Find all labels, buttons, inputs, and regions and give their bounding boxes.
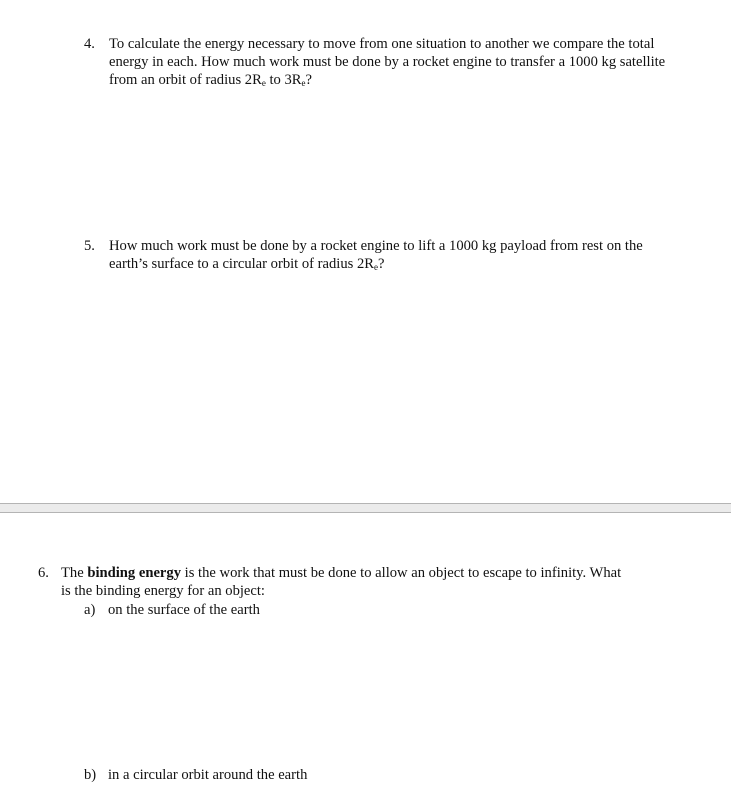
section-divider xyxy=(0,503,731,513)
term-binding-energy: binding energy xyxy=(87,565,182,581)
part-text: in a circular orbit around the earth xyxy=(108,767,308,783)
part-text: on the surface of the earth xyxy=(108,602,260,618)
question-number: 6. xyxy=(38,565,49,581)
question-line: How much work must be done by a rocket engine to lift a 1000 kg payload from rest on the xyxy=(109,238,643,254)
question-line: energy in each. How much work must be done by a rocket engine to transfer a 1000 kg satellite xyxy=(109,54,666,70)
part-label: b) xyxy=(84,767,97,783)
question-6 xyxy=(38,564,698,602)
question-text xyxy=(61,564,621,600)
question-number: 5. xyxy=(84,238,95,254)
part-label: a) xyxy=(84,602,96,618)
question-line: To calculate the energy necessary to move from one situation to another we compare the total xyxy=(109,36,655,52)
question-text xyxy=(109,237,643,273)
question-line: earth’s surface to a circular orbit of radius $2R_e$? xyxy=(109,256,385,272)
question-text xyxy=(109,35,665,89)
question-line: The binding energy is the work that must be done to allow an object to escape to infinity. What xyxy=(61,565,622,581)
question-line: from an orbit of radius $2R_e$ to $3R_e$? xyxy=(109,72,312,88)
question-4 xyxy=(84,35,724,91)
question-number: 4. xyxy=(84,36,95,52)
question-line: is the binding energy for an object: xyxy=(61,583,265,599)
question-5 xyxy=(84,237,724,275)
